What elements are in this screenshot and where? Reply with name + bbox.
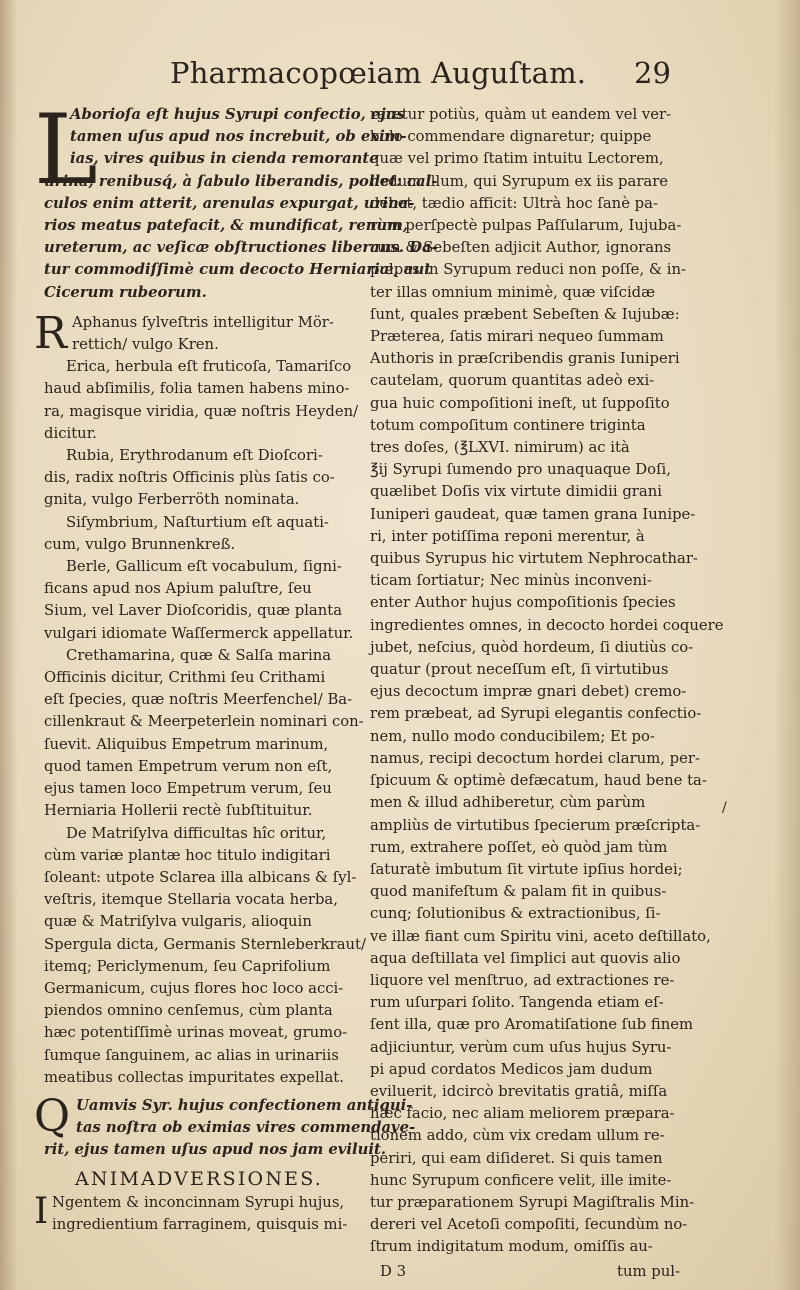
- paragraph-quamvis: [34, 1090, 416, 1162]
- text-line: urina, renibusq́, à ſabulo liberandis, pollet: cal-: [44, 172, 438, 190]
- paragraph-raphanus: [34, 307, 364, 359]
- text-line: itemq; Periclymenum, ſeu Caprifolium: [44, 957, 331, 975]
- text-line: Rubia, Erythrodanum eſt Dioſcori-: [66, 447, 323, 465]
- catchword: tum pul-: [617, 1262, 680, 1280]
- text-line: ampliùs de virtutibus ſpecierum præſcripta-: [370, 816, 701, 834]
- text-line: tur commodiſſimè cum decocto Herniariæ, aut: [44, 261, 432, 279]
- text-line: Præterea, ſatis mirari nequeo ſummam: [370, 328, 664, 346]
- text-line: tamen uſus apud nos increbuit, ob exim-: [70, 128, 407, 146]
- drop-cap-R: R: [34, 307, 68, 359]
- text-line: tas noſtra ob eximias vires commendave-: [76, 1119, 416, 1137]
- text-line: bulo commendare dignaretur; quippe: [370, 128, 652, 146]
- text-line: dis, radix noſtris Officinis plùs ſatis co-: [44, 469, 335, 487]
- text-line: rùm perſpectè pulpas Paſſularum, Iujuba-: [370, 217, 682, 235]
- text-line: Cicerum rubeorum.: [44, 283, 207, 301]
- text-line: ureterum, ac veſicæ obſtructiones liberans. Da-: [44, 239, 438, 257]
- text-line: quibus Syrupus hic virtutem Nephrocathar-: [370, 550, 698, 568]
- text-line: quatur (prout neceſſum eſt, ſi virtutibus: [370, 661, 669, 679]
- text-line: Sium, vel Laver Dioſcoridis, quæ planta: [44, 602, 343, 620]
- text-line: hunc Syrupum conficere velit, ille imite-: [370, 1171, 672, 1189]
- text-line: liquore vel menſtruo, ad extractiones re-: [370, 971, 675, 989]
- text-line: raretur potiùs, quàm ut eandem vel ver-: [370, 106, 672, 123]
- text-line: tur præparationem Syrupi Magiſtralis Min-: [370, 1193, 695, 1211]
- paragraph-body: [34, 356, 364, 1089]
- text-line: periri, qui eam diſideret. Si quis tamen: [370, 1149, 663, 1167]
- text-line: Erica, herbula eſt fruticoſa, Tamariſco: [66, 358, 352, 376]
- right-column-text: [370, 104, 724, 1259]
- text-line: gnita, vulgo Ferberröth nominata.: [44, 491, 300, 509]
- text-line: ingredientes omnes, in decocto hordei coquere: [370, 616, 724, 634]
- text-line: dicitur.: [44, 424, 97, 442]
- text-line: rem præbeat, ad Syrupi elegantis confectio-: [370, 705, 702, 723]
- page-footer: [370, 1261, 688, 1283]
- text-line: cautelam, quorum quantitas adeò exi-: [370, 372, 655, 390]
- text-line: quælibet Doſis vix virtute dimidii grani: [370, 483, 662, 501]
- text-line: Berle, Gallicum eſt vocabulum, ſigni-: [66, 558, 342, 576]
- right-column: [370, 104, 724, 1283]
- margin-mark: /: [722, 800, 727, 816]
- text-line: rettich/ vulgo Kren.: [72, 336, 219, 354]
- text-line: eſt ſpecies, quæ noſtris Meerfenchel/ Ba-: [44, 691, 353, 709]
- text-line: Siſymbrium, Naſturtium eſt aquati-: [66, 513, 329, 531]
- text-line: jubet, neſcius, quòd hordeum, ſi diutiùs co-: [370, 638, 694, 656]
- text-line: Herniaria Hollerii rectè ſubſtituitur.: [44, 802, 313, 820]
- page-edge-shadow: [774, 0, 800, 1290]
- text-line: gua huic compoſitioni ineſt, ut ſuppoſito: [370, 394, 670, 412]
- text-line: pi apud cordatos Medicos jam dudum: [370, 1060, 653, 1078]
- text-line: dereri vel Acetoſi compoſiti, ſecundùm no-: [370, 1216, 688, 1234]
- text-line: rum uſurpari ſolito. Tangenda etiam eſ-: [370, 994, 664, 1012]
- text-line: ejus tamen loco Empetrum verum, ſeu: [44, 780, 332, 798]
- text-line: culos enim atterit, arenulas expurgat, urina-: [44, 194, 415, 212]
- text-line: ticam ſortiatur; Nec minùs inconveni-: [370, 572, 652, 590]
- left-column: [34, 94, 438, 1236]
- text-line: vulgari idiomate Waſſermerck appellatur.: [44, 624, 354, 642]
- text-line: cum, vulgo Brunnenkreß.: [44, 535, 236, 553]
- text-line: ſunt, quales præbent Sebeſten & Iujubæ:: [370, 305, 680, 323]
- text-line: ſent illa, quæ pro Aromatiſatione ſub finem: [370, 1016, 694, 1034]
- text-line: ias, vires quibus in cienda remorante: [70, 150, 379, 168]
- text-line: rum, extrahere poſſet, eò quòd jam tùm: [370, 838, 668, 856]
- page-gutter-shadow: [0, 0, 18, 1290]
- text-line: hæc facio, nec aliam meliorem præpara-: [370, 1105, 675, 1123]
- text-line: Authoris in præſcribendis granis Iuniperi: [370, 350, 680, 368]
- text-line: ra, magisque viridia, quæ noſtris Heyden/: [44, 402, 359, 420]
- text-line: quæ & Matriſylva vulgaris, alioquin: [44, 913, 312, 931]
- text-line: ter illas omnium minimè, quæ viſcidæ: [370, 283, 656, 301]
- text-line: ſoleant: utpote Sclarea illa albicans & ſyl-: [44, 868, 357, 886]
- text-line: piendos omnino cenſemus, cùm planta: [44, 1002, 333, 1020]
- text-line: rios meatus patefacit, & mundificat, renum,: [44, 217, 409, 235]
- text-line: ſpicuum & optimè defæcatum, haud bene ta-: [370, 772, 707, 790]
- text-line: tionem addo, cùm vix credam ullum re-: [370, 1127, 665, 1145]
- text-line: Iuniperi gaudeat, quæ tamen grana Iunipe-: [370, 505, 696, 523]
- text-line: Aborioſa eſt hujus Syrupi confectio, ejus: [70, 106, 405, 123]
- text-line: quod tamen Empetrum verum non eſt,: [44, 757, 333, 775]
- text-line: enter Author hujus compoſitionis ſpecies: [370, 594, 676, 612]
- text-line: De Matriſylva difficultas hîc oritur,: [66, 824, 327, 842]
- text-line: nem, nullo modo conducibilem; Et po-: [370, 727, 655, 745]
- text-line: ſumque ſanguinem, ac alias in urinariis: [44, 1046, 339, 1064]
- text-line: cillenkraut & Meerpeterlein nominari con-: [44, 713, 364, 731]
- section-heading: ANIMADVERSIONES.: [75, 1167, 323, 1190]
- text-line: cùm variæ plantæ hoc titulo indigitari: [44, 846, 331, 864]
- text-line: tres doſes, (℥LXVI. nimirum) ac ità: [370, 439, 630, 457]
- text-line: Aphanus ſylveſtris intelligitur Mör-: [72, 313, 334, 331]
- text-line: haud abſimilis, folia tamen habens mino-: [44, 380, 350, 398]
- text-line: cunq; ſolutionibus & extractionibus, ſi-: [370, 905, 661, 923]
- signature-mark: D 3: [380, 1262, 406, 1280]
- text-line: ve illæ fiant cum Spiritu vini, aceto deſtillato,: [370, 927, 711, 945]
- paragraph-syrup-intro: [34, 94, 438, 304]
- page-number: 29: [634, 56, 671, 90]
- paragraph-ingentem: [34, 1192, 364, 1236]
- text-line: ſuevit. Aliquibus Empetrum marinum,: [44, 735, 329, 753]
- text-line: veſtris, itemque Stellaria vocata herba,: [44, 891, 338, 909]
- text-line: quæ vel primo ſtatim intuitu Lectorem,: [370, 150, 664, 168]
- text-line: eviluerit, idcircò brevitatis gratiâ, miſſa: [370, 1082, 668, 1100]
- text-line: quod manifeſtum & palam fit in quibus-: [370, 883, 667, 901]
- text-line: rit, ejus tamen uſus apud nos jam eviluit.: [44, 1141, 386, 1159]
- text-line: hæc potentiſſimè urinas moveat, grumo-: [44, 1024, 348, 1042]
- text-line: rum & Sebeſten adjicit Author, ignorans: [370, 239, 672, 257]
- text-line: men & illud adhiberetur, cùm parùm: [370, 794, 646, 812]
- drop-cap-Q: Q: [34, 1090, 71, 1142]
- text-line: Ngentem & inconcinnam Syrupi hujus,: [52, 1193, 345, 1211]
- text-line: Germanicum, cujus flores hoc loco acci-: [44, 979, 344, 997]
- text-line: meatibus collectas impuritates expellat.: [44, 1068, 344, 1086]
- text-line: Crethamarina, quæ & Salſa marina: [66, 646, 332, 664]
- text-line: nedum illum, qui Syrupum ex iis parare: [370, 172, 669, 190]
- text-line: Uamvis Syr. hujus confectionem antiqui-: [76, 1096, 413, 1114]
- text-line: Spergula dicta, Germanis Sternleberkraut/: [44, 935, 366, 953]
- text-line: aqua deſtillata vel ſimplici aut quovis alio: [370, 949, 681, 967]
- text-line: ſtrum indigitatum modum, omiſſis au-: [370, 1238, 653, 1256]
- text-line: debet, tædio afficit: Ultrà hoc ſanè pa-: [370, 194, 658, 212]
- text-line: ejus decoctum impræ gnari debet) cremo-: [370, 683, 687, 701]
- text-line: Officinis dicitur, Crithmi ſeu Crithami: [44, 669, 326, 687]
- text-line: adjiciuntur, verùm cum uſus hujus Syru-: [370, 1038, 672, 1056]
- text-line: pulpas in Syrupum reduci non poſſe, & in-: [370, 261, 686, 279]
- text-line: ſaturatè imbutum ſit virtute ipſius hordei;: [370, 860, 683, 878]
- text-line: ficans apud nos Apium paluſtre, ſeu: [44, 580, 312, 598]
- text-line: ℥ij Syrupi ſumendo pro unaquaque Doſi,: [370, 461, 671, 479]
- drop-cap-L: L: [34, 94, 98, 206]
- text-line: ri, inter potiſſima reponi merentur, à: [370, 527, 645, 545]
- running-title: Pharmacopœiam Auguſtam.: [170, 56, 587, 90]
- text-line: namus, recipi decoctum hordei clarum, per-: [370, 749, 700, 767]
- text-line: ingredientium farraginem, quisquis mi-: [52, 1215, 348, 1233]
- drop-cap-I: I: [34, 1190, 49, 1232]
- text-line: totum compoſitum continere triginta: [370, 416, 646, 434]
